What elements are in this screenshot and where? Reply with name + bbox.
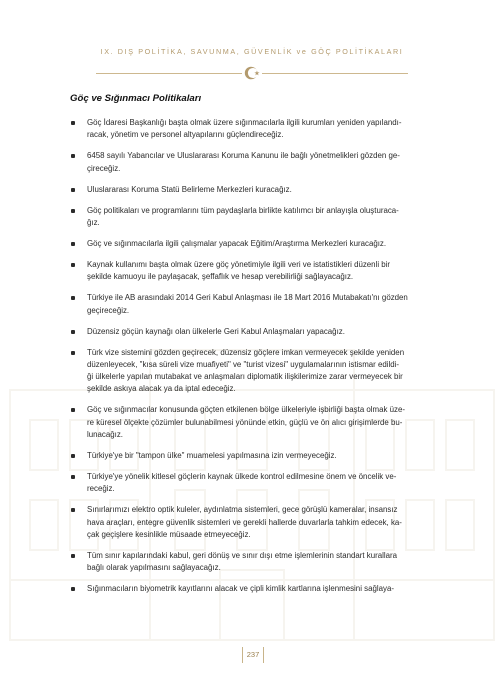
list-item — [70, 292, 442, 316]
section-title: Göç ve Sığınmacı Politikaları — [70, 93, 202, 104]
list-item-line: Türkiye'ye bir "tampon ülke" muamelesi yapılmasına izin vermeyeceğiz. — [87, 450, 337, 460]
list-item — [70, 326, 442, 338]
list-item — [70, 238, 442, 250]
bullet-icon — [71, 330, 75, 334]
list-item — [70, 259, 442, 283]
list-item — [70, 150, 442, 174]
list-item — [70, 504, 442, 541]
list-item-line: çak geçişlere kesinlikle müsaade etmeyeceğiz. — [87, 529, 251, 539]
list-item-line: ği ülkelerle yapılan mutabakat ve anlaşmaları diplomatik ilişkilerimize zarar vermeyecek bir — [87, 372, 403, 382]
list-item — [70, 347, 442, 396]
bullet-icon — [71, 121, 75, 125]
list-item-line: receğiz. — [87, 484, 115, 494]
bullet-icon — [71, 242, 75, 246]
list-item — [70, 471, 442, 495]
bullet-icon — [71, 351, 75, 355]
list-item-line: şekilde kamuoyu ile paylaşacak, şeffaflık ve hesap verebilirliği sağlayacağız. — [87, 272, 354, 282]
list-item-line: geçireceğiz. — [87, 305, 130, 315]
bullet-icon — [71, 263, 75, 267]
page-number: 237 — [246, 650, 260, 659]
running-header: IX. DIŞ POLİTİKA, SAVUNMA, GÜVENLİK ve GÖÇ POLİTİKALARI — [100, 47, 404, 56]
bullet-icon — [71, 408, 75, 412]
bullet-icon — [71, 554, 75, 558]
list-item-line: Türk vize sistemini gözden geçirecek, düzensiz göçlere imkan vermeyecek şekilde yeniden — [87, 347, 405, 357]
list-item-line: re küresel ölçekte çözümler bulunabilmesi yönünde etkin, güçlü ve ön alıcı girişimlerde bu- — [87, 417, 403, 427]
policy-list — [70, 117, 442, 604]
bullet-icon — [71, 587, 75, 591]
list-item-line: çireceğiz. — [87, 163, 121, 173]
bullet-icon — [71, 296, 75, 300]
list-item — [70, 117, 442, 141]
list-item — [70, 184, 442, 196]
bullet-icon — [71, 154, 75, 158]
crescent-star-icon — [243, 64, 261, 82]
bullet-icon — [71, 454, 75, 458]
list-item — [70, 583, 442, 595]
list-item-line: Göç ve sığınmacılarla ilgili çalışmalar yapacak Eğitim/Araştırma Merkezleri kuracağız. — [87, 238, 387, 248]
list-item-line: ğız. — [87, 217, 100, 227]
list-item-line: şekilde askıya alacak ya da iptal edeceğiz. — [87, 384, 236, 394]
header-rule-right — [262, 73, 408, 74]
list-item-line: Göç politikaları ve programlarını tüm paydaşlarla birlikte katılımcı bir anlayışla oluşturaca- — [87, 205, 399, 215]
list-item-line: bağlı olarak yapılmasını sağlayacağız. — [87, 563, 221, 573]
list-item — [70, 205, 442, 229]
list-item-line: Uluslararası Koruma Statü Belirleme Merkezleri kuracağız. — [87, 184, 292, 194]
list-item-line: Sığınmacıların biyometrik kayıtlarını alacak ve çipli kimlik kartlarına işlenmesini sağlaya- — [87, 584, 394, 594]
bullet-icon — [71, 475, 75, 479]
list-item-line: 6458 sayılı Yabancılar ve Uluslararası Koruma Kanunu ile bağlı yönetmelikleri gözden ge- — [87, 151, 400, 161]
list-item-line: racak, yönetim ve personel altyapılarını güçlendireceğiz. — [87, 130, 284, 140]
list-item-line: Düzensiz göçün kaynağı olan ülkelerle Geri Kabul Anlaşmaları yapacağız. — [87, 326, 345, 336]
list-item-line: Göç İdaresi Başkanlığı başta olmak üzere sığınmacılarla ilgili kurumları yeniden yapılandı- — [87, 118, 402, 127]
list-item — [70, 404, 442, 441]
bullet-icon — [71, 209, 75, 213]
list-item — [70, 450, 442, 462]
header-rule-left — [96, 73, 242, 74]
list-item-line: Türkiye'ye yönelik kitlesel göçlerin kaynak ülkede kontrol edilmesine önem ve öncelik ve- — [87, 472, 397, 482]
page-number-box — [242, 647, 264, 663]
list-item-line: lunacağız. — [87, 429, 123, 439]
list-item-line: Kaynak kullanımı başta olmak üzere göç yönetimiyle ilgili veri ve istatistikleri düzenli bir — [87, 260, 391, 270]
list-item-line: Sınırlarımızı elektro optik kuleler, aydınlatma sistemleri, gece görüşlü kameralar, insansız — [87, 505, 398, 515]
list-item-line: Göç ve sığınmacılar konusunda göçten etkilenen bölge ülkeleriyle işbirliği başta olmak üze- — [87, 405, 405, 415]
bullet-icon — [71, 508, 75, 512]
list-item-line: hava araçları, entegre güvenlik sistemleri ve gerekli hallerde duvarlarla tahkim edecek, ka- — [87, 517, 402, 527]
list-item-line: Türkiye ile AB arasındaki 2014 Geri Kabul Anlaşması ile 18 Mart 2016 Mutabakatı'nı gözden — [87, 293, 408, 303]
bullet-icon — [71, 188, 75, 192]
list-item-line: düzenleyecek, "kısa süreli vize muafiyeti" ve "turist vizesi" uygulamalarının istismar edildi- — [87, 359, 400, 369]
list-item — [70, 550, 442, 574]
list-item-line: Tüm sınır kapılarındaki kabul, geri dönüş ve sınır dışı etme işlemlerinin standart kurallara — [87, 550, 398, 560]
